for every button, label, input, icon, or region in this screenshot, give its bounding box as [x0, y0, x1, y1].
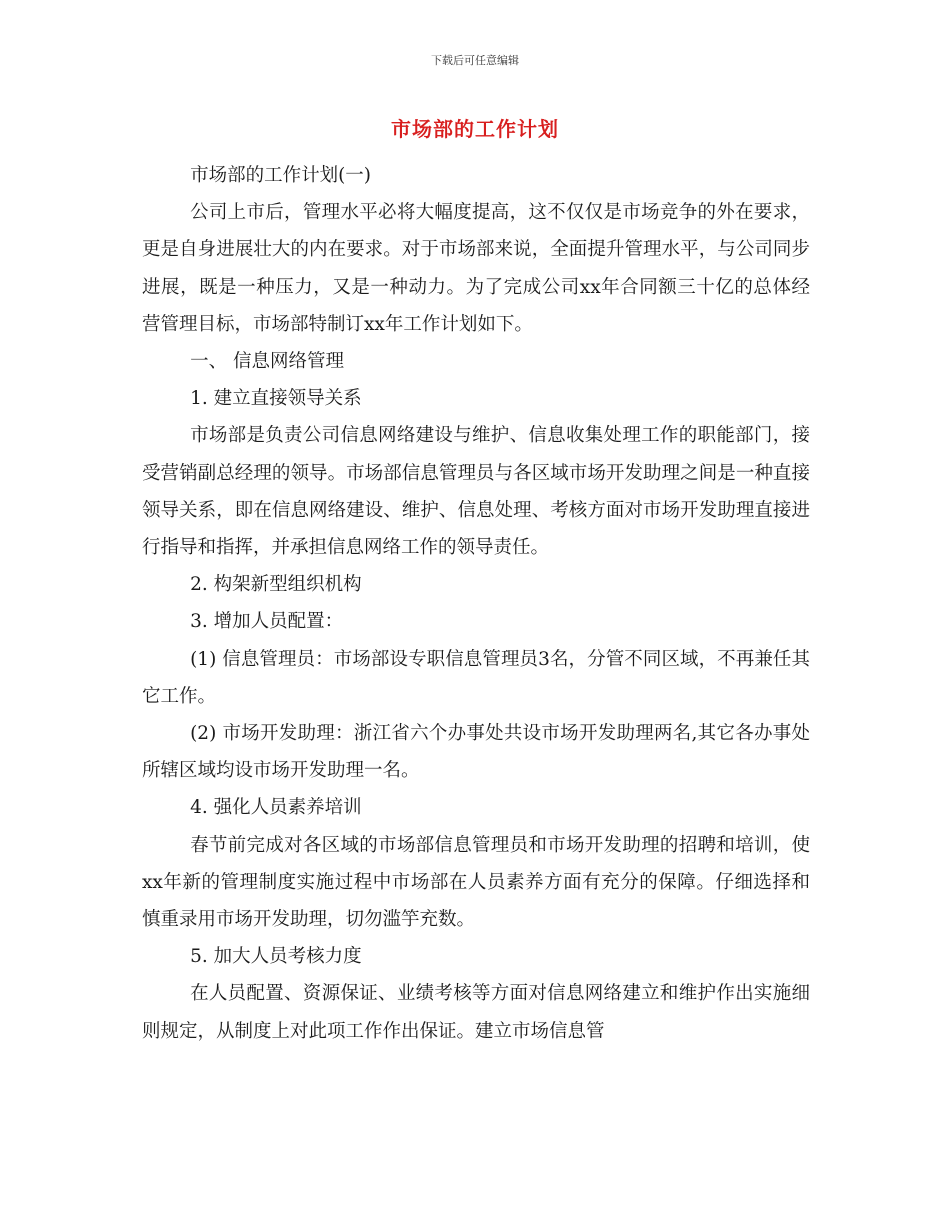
body-paragraph: 春节前完成对各区域的市场部信息管理员和市场开发助理的招聘和培训，使xx年新的管理制度实施过程中市场部在人员素养方面有充分的保障。仔细选择和慎重录用市场开发助理，切勿滥竽充数。: [142, 834, 810, 931]
body-paragraph: (2) 市场开发助理：浙江省六个办事处共设市场开发助理两名,其它各办事处所辖区域均设市场开发助理一名。: [142, 723, 810, 782]
subsection-heading: 5. 加大人员考核力度: [190, 946, 362, 968]
subsection-heading: 2. 构架新型组织机构: [190, 574, 362, 596]
body-paragraph: (1) 信息管理员：市场部设专职信息管理员3名，分管不同区域，不再兼任其它工作。: [142, 648, 810, 707]
body-paragraph: 公司上市后，管理水平必将大幅度提高，这不仅仅是市场竞争的外在要求，更是自身进展壮大的内在要求。对于市场部来说，全面提升管理水平，与公司同步进展，既是一种压力，又是一种动力。为了完成公司xx年合同额三十亿的总体经营管理目标，市场部特制订xx年工作计划如下。: [142, 202, 810, 335]
subsection-heading: 4. 强化人员素养培训: [190, 797, 362, 819]
subsection-heading: 3. 增加人员配置：: [190, 611, 344, 633]
page-header-note: 下载后可任意编辑: [431, 54, 519, 67]
body-paragraph: 在人员配置、资源保证、业绩考核等方面对信息网络建立和维护作出实施细则规定，从制度上对此项工作作出保证。建立市场信息管: [142, 983, 810, 1042]
section-heading: 一、 信息网络管理: [190, 351, 344, 373]
section-heading: 市场部的工作计划(一): [190, 165, 372, 186]
document-title: 市场部的工作计划: [391, 117, 559, 141]
subsection-heading: 1. 建立直接领导关系: [190, 388, 362, 410]
body-paragraph: 市场部是负责公司信息网络建设与维护、信息收集处理工作的职能部门，接受营销副总经理的领导。市场部信息管理员与各区域市场开发助理之间是一种直接领导关系，即在信息网络建设、维护、信息处理、考核方面对市场开发助理直接进行指导和指挥，并承担信息网络工作的领导责任。: [142, 425, 810, 559]
document-body: [142, 157, 810, 1050]
